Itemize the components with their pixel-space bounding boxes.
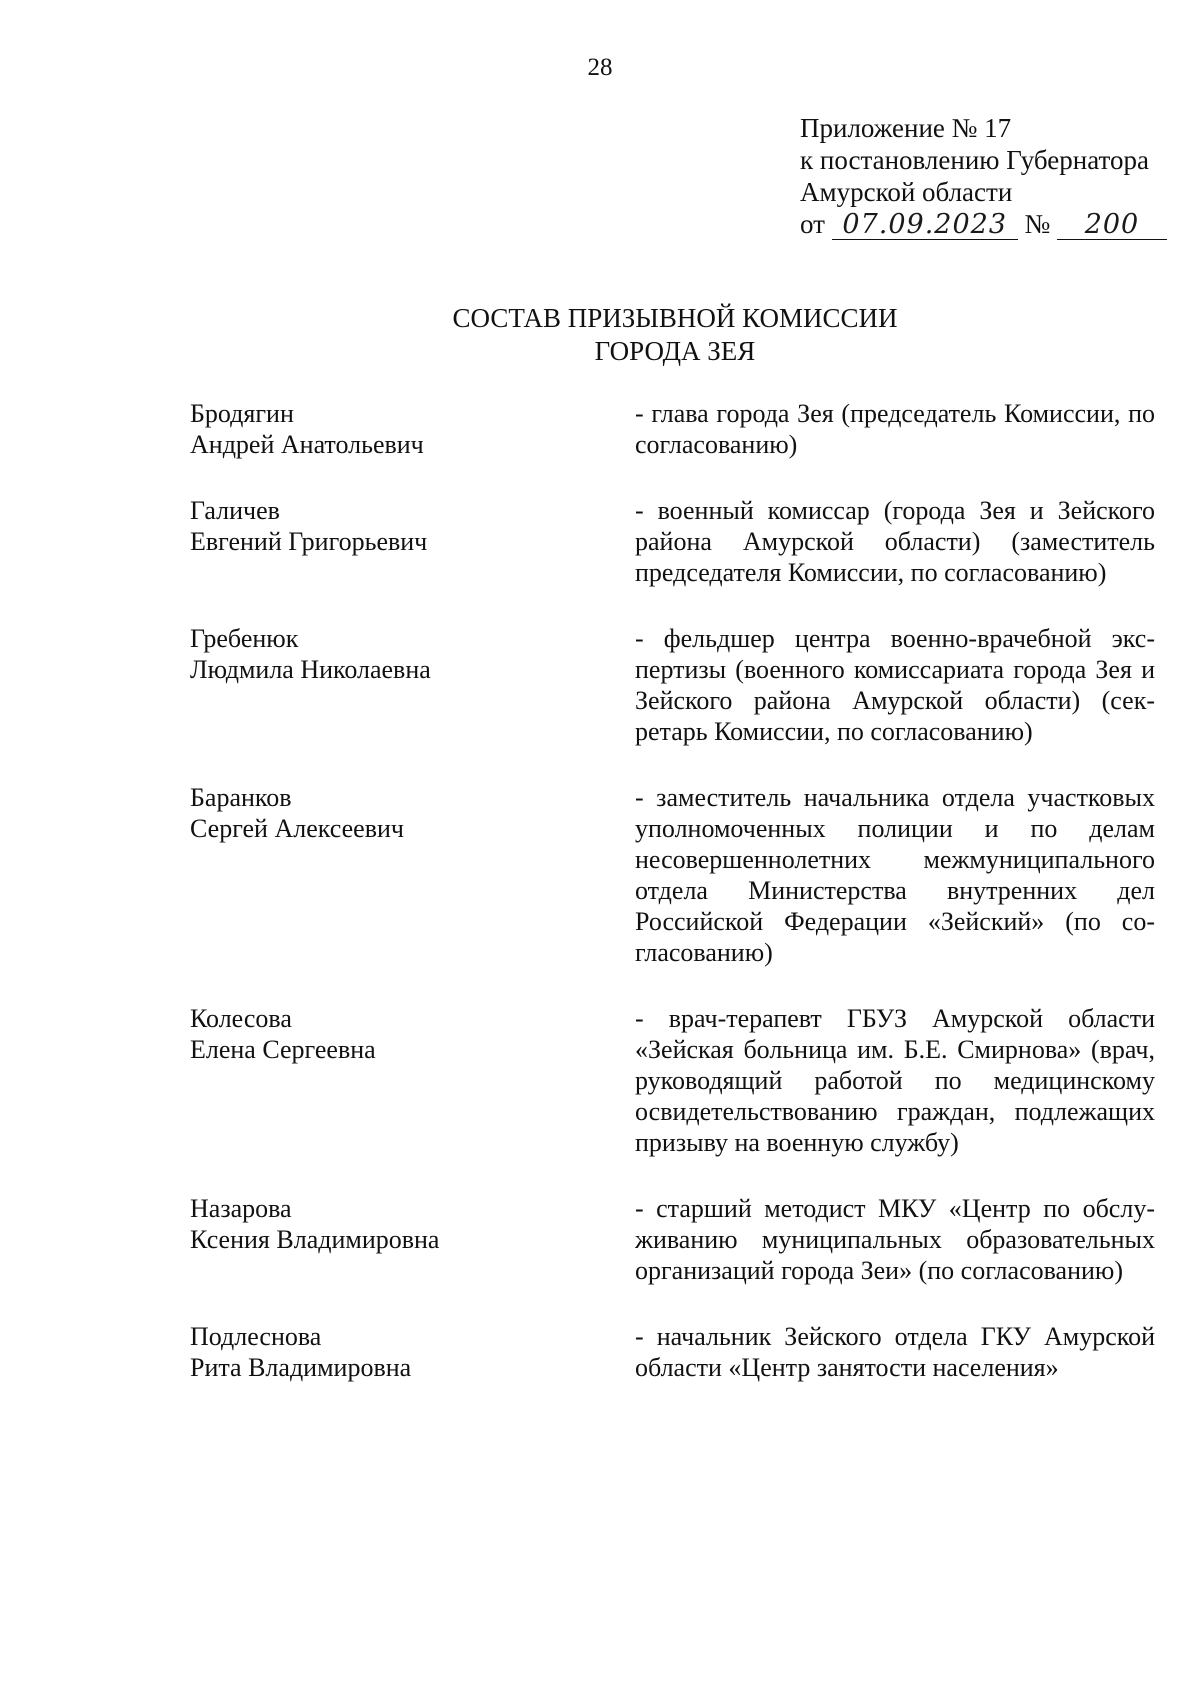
member-surname: Бродягин (190, 399, 294, 428)
number-prefix: № (1024, 209, 1051, 239)
title-line-2: ГОРОДА ЗЕЯ (594, 336, 756, 366)
member-given-name: Рита Владимировна (190, 1353, 412, 1382)
member-row (190, 1193, 1155, 1286)
member-surname: Назарова (190, 1194, 292, 1223)
member-role: - заместитель начальника отдела участковых уполномоченных полиции и по делам несовершеннолетних межмуниципального отдела Министерства внутренних дел Российской Федерации «Зейский» (по согласованию) (635, 783, 1155, 967)
member-row (190, 623, 1155, 747)
member-given-name: Андрей Анатольевич (190, 430, 424, 459)
appendix-header (800, 112, 1160, 240)
member-given-name: Евгений Григорьевич (190, 527, 428, 556)
member-name (190, 623, 610, 747)
document-title (0, 302, 1200, 368)
member-role: - фельдшер центра военно-врачебной экспертизы (военного комиссариата города Зея и Зейского района Амурской области) (секретарь Комиссии, по согласованию) (635, 624, 1155, 746)
member-role: - глава города Зея (председатель Комиссии, по согласованию) (635, 399, 1155, 459)
appendix-date-line (800, 208, 1160, 240)
member-name (190, 1193, 610, 1286)
member-surname: Баранков (190, 783, 292, 812)
member-surname: Галичев (190, 496, 280, 525)
member-row (190, 782, 1155, 968)
members-list (190, 398, 1155, 1418)
date-prefix: от (800, 209, 825, 239)
handwritten-number: 200 (1057, 211, 1167, 240)
member-role: - старший методист МКУ «Центр по обслуживанию муниципальных образовательных организаций города Зеи» (по согласованию) (635, 1194, 1155, 1285)
handwritten-date: 07.09.2023 (832, 211, 1018, 240)
page-number: 28 (587, 54, 613, 81)
member-name (190, 782, 610, 968)
appendix-line-2: к постановлению Губернатора (800, 145, 1149, 175)
member-surname: Гребенюк (190, 624, 299, 653)
title-line-1: СОСТАВ ПРИЗЫВНОЙ КОМИССИИ (452, 303, 898, 333)
member-surname: Подлеснова (190, 1322, 322, 1351)
member-row (190, 398, 1155, 460)
member-given-name: Людмила Николаевна (190, 655, 431, 684)
appendix-line-3: Амурской области (800, 177, 1013, 207)
member-name (190, 1003, 610, 1158)
appendix-line-1: Приложение № 17 (800, 113, 1012, 143)
member-row (190, 1003, 1155, 1158)
member-name (190, 398, 610, 460)
member-surname: Колесова (190, 1004, 292, 1033)
member-row (190, 1321, 1155, 1383)
member-name (190, 1321, 610, 1383)
member-row (190, 495, 1155, 588)
member-role: - начальник Зейского отдела ГКУ Амурской области «Центр занятости населения» (635, 1322, 1155, 1382)
member-name (190, 495, 610, 588)
member-role: - врач-терапевт ГБУЗ Амурской области «Зейская больница им. Б.Е. Смирнова» (врач, руководящий работой по медицинскому освидетельствованию граждан, подлежащих призыву на военную службу) (635, 1004, 1155, 1157)
member-given-name: Ксения Владимировна (190, 1225, 440, 1254)
member-given-name: Сергей Алексеевич (190, 814, 404, 843)
member-given-name: Елена Сергеевна (190, 1035, 376, 1064)
member-role: - военный комиссар (города Зея и Зейского района Амурской области) (заместитель председателя Комиссии, по согласованию) (635, 496, 1155, 587)
